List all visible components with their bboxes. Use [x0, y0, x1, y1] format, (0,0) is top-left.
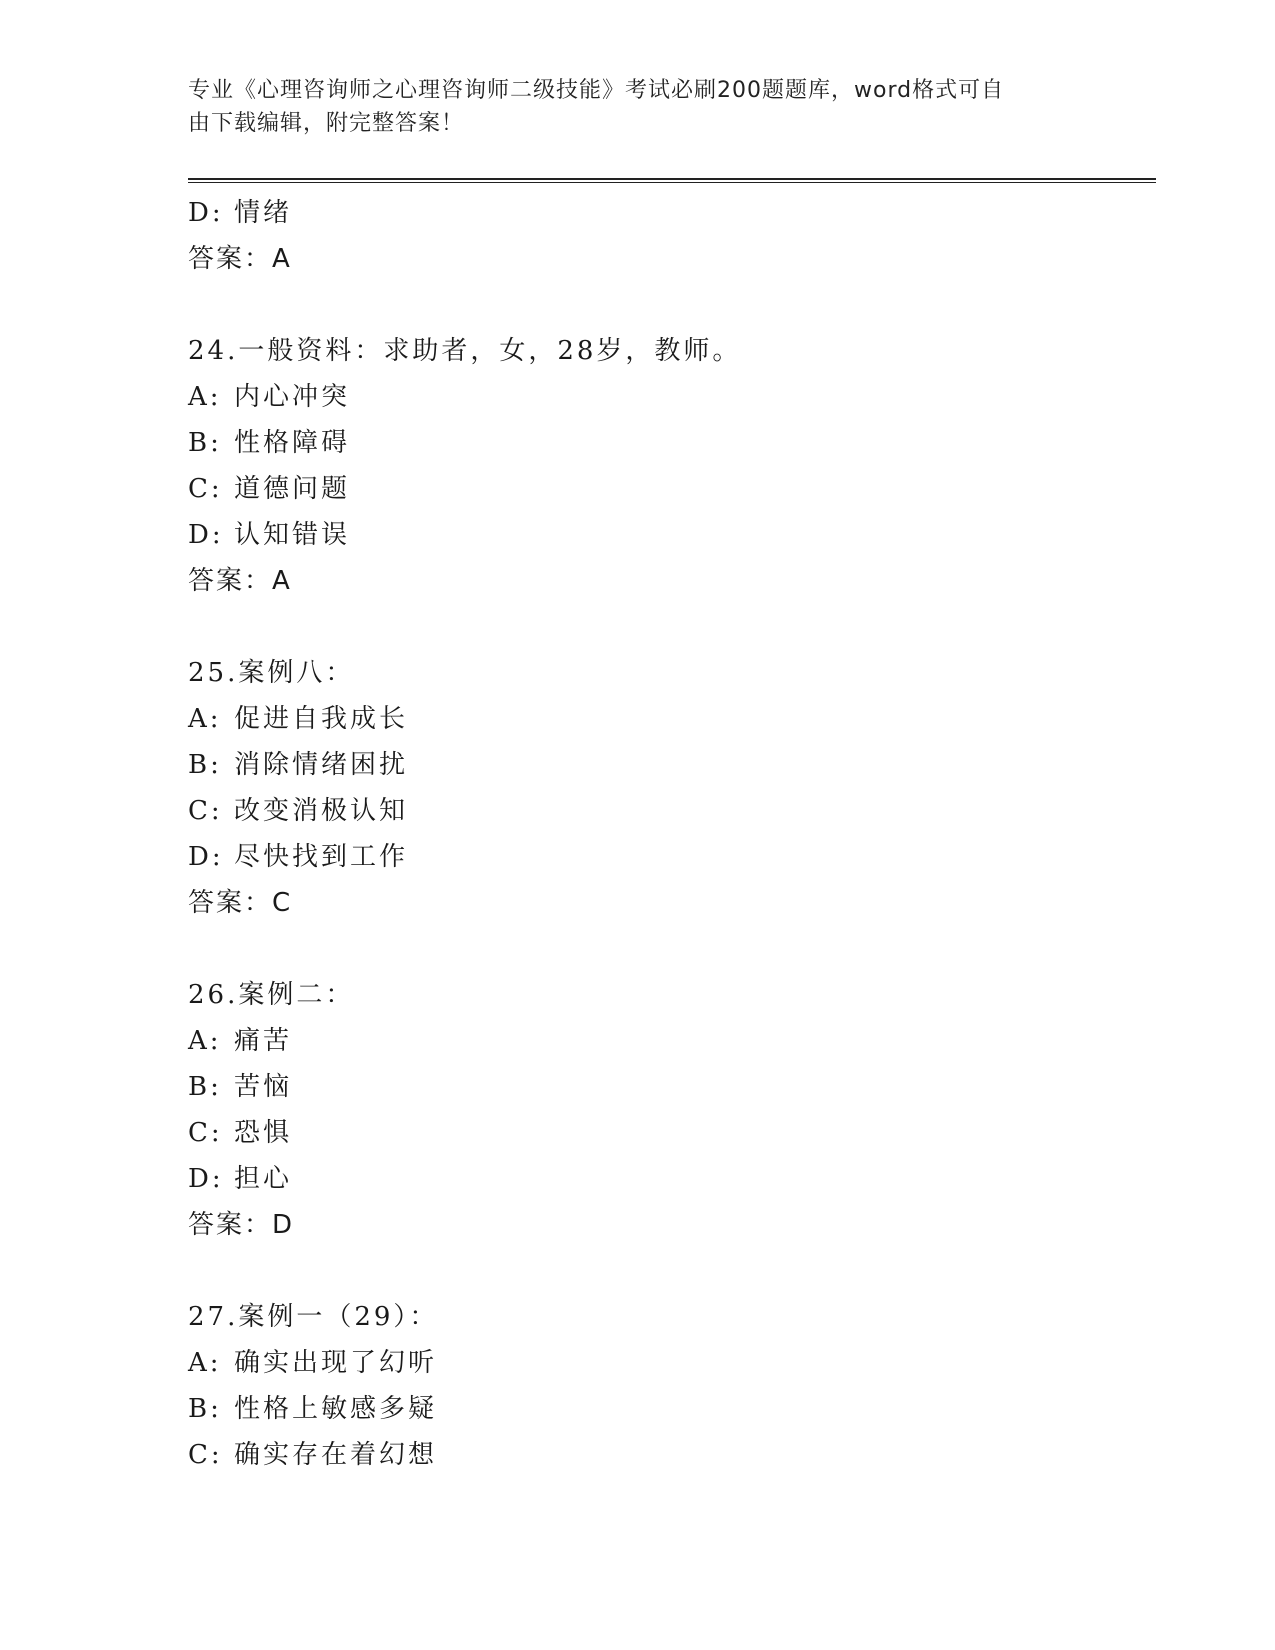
option-text: 痛苦: [234, 1026, 293, 1056]
option-key: A:: [188, 704, 222, 734]
option-line: [188, 1156, 1148, 1202]
spacer: [188, 604, 1148, 650]
option-line: [188, 1064, 1148, 1110]
option-key: D:: [188, 198, 224, 228]
page-header: [188, 74, 1068, 140]
option-key: C:: [188, 474, 223, 504]
option-line: [188, 834, 1148, 880]
option-line: [188, 466, 1148, 512]
answer-line: 答案：D: [188, 1210, 295, 1240]
option-text: 促进自我成长: [234, 704, 409, 734]
option-line: [188, 374, 1148, 420]
option-line: [188, 1018, 1148, 1064]
option-key: A:: [188, 1026, 222, 1056]
option-text: 消除情绪困扰: [234, 750, 409, 780]
option-key: C:: [188, 796, 223, 826]
option-key: D:: [188, 1164, 224, 1194]
option-text: 确实出现了幻听: [234, 1348, 438, 1378]
option-line: [188, 696, 1148, 742]
question-stem: 26.案例二：: [188, 980, 355, 1010]
option-text: 道德问题: [234, 474, 351, 504]
option-line: [188, 420, 1148, 466]
option-text: 性格障碍: [234, 428, 351, 458]
option-key: D:: [188, 520, 224, 550]
question-stem: 25.案例八：: [188, 658, 355, 688]
header-divider: [188, 178, 1156, 183]
option-key: D:: [188, 842, 224, 872]
option-line: [188, 1110, 1148, 1156]
option-line: [188, 788, 1148, 834]
answer-line: 答案：A: [188, 244, 292, 274]
question-stem: 27.案例一（29）：: [188, 1302, 439, 1332]
document-body: [188, 190, 1148, 1478]
header-line-1: 专业《心理咨询师之心理咨询师二级技能》考试必刷200题题库，word格式可自: [188, 78, 1005, 103]
option-text: 恐惧: [234, 1118, 293, 1148]
option-text: 担心: [234, 1164, 293, 1194]
option-text: 确实存在着幻想: [234, 1440, 438, 1470]
option-line: [188, 190, 1148, 236]
option-line: [188, 512, 1148, 558]
answer-line: 答案：C: [188, 888, 293, 918]
option-key: B:: [188, 1394, 222, 1424]
spacer: [188, 1248, 1148, 1294]
header-line-2: 由下载编辑，附完整答案！: [188, 111, 465, 136]
option-key: B:: [188, 750, 222, 780]
option-text: 认知错误: [234, 520, 351, 550]
option-text: 性格上敏感多疑: [234, 1394, 438, 1424]
option-line: [188, 1340, 1148, 1386]
spacer: [188, 282, 1148, 328]
option-key: C:: [188, 1118, 223, 1148]
spacer: [188, 926, 1148, 972]
option-text: 尽快找到工作: [234, 842, 409, 872]
option-line: [188, 1432, 1148, 1478]
option-line: [188, 1386, 1148, 1432]
option-text: 苦恼: [234, 1072, 293, 1102]
option-key: A:: [188, 1348, 222, 1378]
option-key: B:: [188, 1072, 222, 1102]
option-key: A:: [188, 382, 222, 412]
question-stem: 24.一般资料：求助者，女，28岁，教师。: [188, 336, 742, 366]
option-text: 改变消极认知: [234, 796, 409, 826]
option-key: C:: [188, 1440, 223, 1470]
option-key: B:: [188, 428, 222, 458]
option-line: [188, 742, 1148, 788]
option-text: 内心冲突: [234, 382, 351, 412]
option-text: 情绪: [234, 198, 293, 228]
answer-line: 答案：A: [188, 566, 292, 596]
